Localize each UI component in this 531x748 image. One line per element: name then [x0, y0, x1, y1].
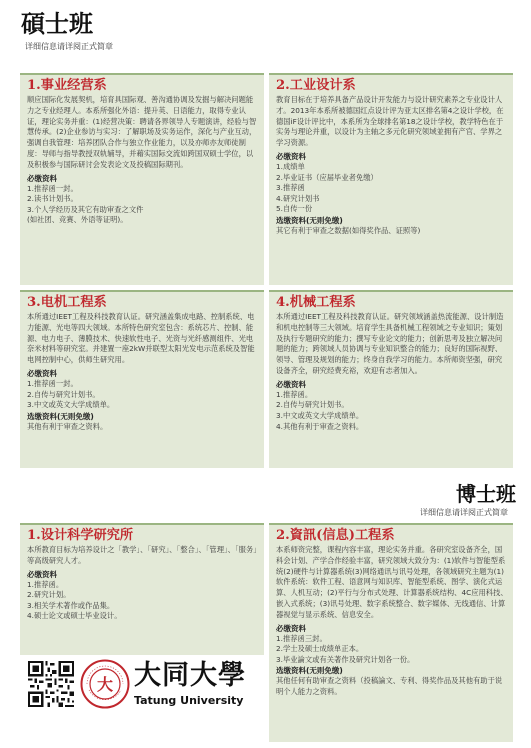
list-item: 2.学士及硕士成绩单正本。: [276, 644, 364, 654]
list-item: 其它有利于审查之数据(如得奖作品、证照等): [276, 225, 421, 235]
list-item: 2.自传与研究计划书。: [276, 400, 349, 410]
list-item: 3.中文或英文大学成绩单。: [276, 410, 364, 420]
required-heading: 必缴资料: [276, 623, 306, 633]
card-title: 1.设计科学研究所: [27, 528, 134, 543]
list-item: 3.推荐函: [276, 183, 305, 193]
required-heading: 必缴资料: [27, 173, 57, 183]
doctoral-subtitle: 详细信息请详阅正式简章: [420, 508, 508, 517]
list-item: 3.毕业論文或有关著作及研究计划各一份。: [276, 654, 415, 664]
required-heading: 必缴资料: [276, 379, 306, 389]
masters-card-industrial-design: [269, 73, 513, 285]
masters-title: 碩士班: [21, 9, 93, 38]
list-item: 2.读书计划书。: [27, 194, 78, 204]
list-item: 1.推荐函一封。: [27, 378, 78, 388]
list-item: 2.自传与研究计划书。: [27, 389, 100, 399]
required-heading: 必缴资料: [27, 368, 57, 378]
university-emblem-icon: [80, 659, 130, 709]
card-description: 本所教育目标为培养设计之「教学」、「研究」、「整合」、「管理」、「服务」等高级研究人才。: [27, 545, 257, 565]
university-name-english: Tatung University: [134, 694, 244, 707]
doctoral-title: 博士班: [456, 482, 516, 506]
card-title: 4.机械工程系: [276, 295, 356, 310]
required-heading: 必缴资料: [27, 569, 57, 579]
card-description: 顺应国际化发展契机，培育具国际观、善沟通协调及发掘与解决问题能力之专业经理人。本系所强化外语：提升英、日语能力，取得专业认证，理论实务并重：(1)经营决策：聘请各界领导人专题演讲，经验与智慧传承。(2)企业参访与实习：了解职场及实务运作，深化与产业互动，强调自我管理：培养团队合作与独立作业能力，以及亦师亦友师徒制度：导师与指导教授双轨辅导，并藉实国际交流如跨国双硕士学位，以及积极参与国际研讨会发表论文及投稿国际期刊。: [27, 95, 257, 169]
list-item: 1.推荐函三封。: [276, 633, 327, 643]
list-item: 1.成绩单: [276, 161, 305, 171]
list-item: 4.其他有利于审查之资料。: [276, 421, 364, 431]
card-description: 本系师资完整，课程内容丰富，理论实务并重。各研究室设备齐全，国科会计划、产学合作经验丰富，研究领域大致分为：(1)软件与智能型系统(2)硬件与计算器系统(3)网络通讯与讯号处理，各领域研究主题为(1)软件系统：软件工程、语意网与知识库、智能型系统、图学、演化式运算、人机互动；(2)平行与分布式处理、计算器系统结构、4C应用科技、嵌入式系统；(3)讯号处理、数字系统整合、数字媒体、无线通信、计算器视觉与显示系统、信息安全。: [276, 545, 508, 619]
qr-code-icon[interactable]: [28, 661, 74, 707]
list-item: 5.自传一份: [276, 204, 313, 214]
masters-card-mechanical: [269, 290, 513, 468]
card-title: 3.电机工程系: [27, 295, 107, 310]
card-title: 1.事业经营系: [27, 78, 107, 93]
card-description: 本所通过IEET工程及科技教育认证。研究涵盖集成电路、控制系统、电力能源、光电等四大领域。本所特色研究室包含：系统芯片、控制、能源、电力电子、薄膜技术、快速软性电子、光资与光纤感测组件、光电奈米材料等研究室。并建置一座2kW并联型太阳光发电示范系统及智能电网控制中心，供师生研究用。: [27, 312, 255, 365]
list-item: 4.硕士论文或硕士毕业设计。: [27, 611, 122, 621]
list-item: 3.相关学术著作或作品集。: [27, 600, 115, 610]
list-item: 3.中文或英文大学成绩单。: [27, 400, 115, 410]
card-title: 2.資訊(信息)工程系: [276, 528, 395, 543]
optional-heading: 选缴资料(无则免缴): [276, 215, 343, 225]
list-item: 1.推荐函一封。: [27, 183, 78, 193]
list-item: 1.推荐函。: [276, 389, 313, 399]
university-name-chinese: 大同大學: [134, 660, 246, 691]
list-item: 其他有利于审查之资料。: [27, 421, 108, 431]
optional-heading: 选缴资料(无则免缴): [276, 666, 343, 676]
optional-heading: 选缴资料(无则免缴): [27, 411, 94, 421]
card-title: 2.工业设计系: [276, 78, 356, 93]
list-item: 2.毕业证书（应届毕业者免缴）: [276, 172, 378, 182]
doctoral-card-design-science: [20, 523, 264, 655]
list-item: 2.研究计划。: [27, 590, 71, 600]
list-item: (如社团、竞赛、外语等证明)。: [27, 215, 128, 225]
list-item: 1.推荐函。: [27, 579, 64, 589]
card-description: 教育目标在于培养具备产品设计开发能力与设计研究素养之专业设计人才。2013年本系所被德国红点设计评为亚太区排名第4之设计学校，在德国iF设计评比中，本系所为全球排名第18之设计学校，教学特色在于实务与理论并重，以设计为主轴之多元化研究领域並拥有产官、学界之学习资源。: [276, 95, 504, 148]
doctoral-card-information-engineering: [269, 523, 513, 742]
list-item: 3.个人学经历及其它有助审查之文件: [27, 204, 144, 214]
masters-card-electrical: [20, 290, 264, 468]
required-heading: 必缴资料: [276, 151, 306, 161]
masters-card-business: [20, 73, 264, 285]
list-item: 其他任何有助审查之资料（投稿論文、专利、得奖作品及其他有助于说明个人能力之资料。: [276, 676, 503, 696]
card-description: 本所通过IEET工程及科技教育认证。研究领域涵盖热流能源、设计制造和机电控制等三大领域。培育学生具备机械工程领域之专业知识；策划及执行专题研究的能力；撰写专业论文的能力；创新思考及独立解决问题的能力；跨领域人员协调与专业知识整合的能力；良好的国际视野、领导、管理及规划的能力；终身自我学习的能力。本所师资坚强，研究设备齐全，研究经费充裕，欢迎有志者加入。: [276, 312, 504, 375]
masters-subtitle: 详细信息请详阅正式简章: [25, 42, 113, 51]
svg-text:大: 大: [96, 675, 114, 694]
list-item: 4.研究计划书: [276, 193, 320, 203]
